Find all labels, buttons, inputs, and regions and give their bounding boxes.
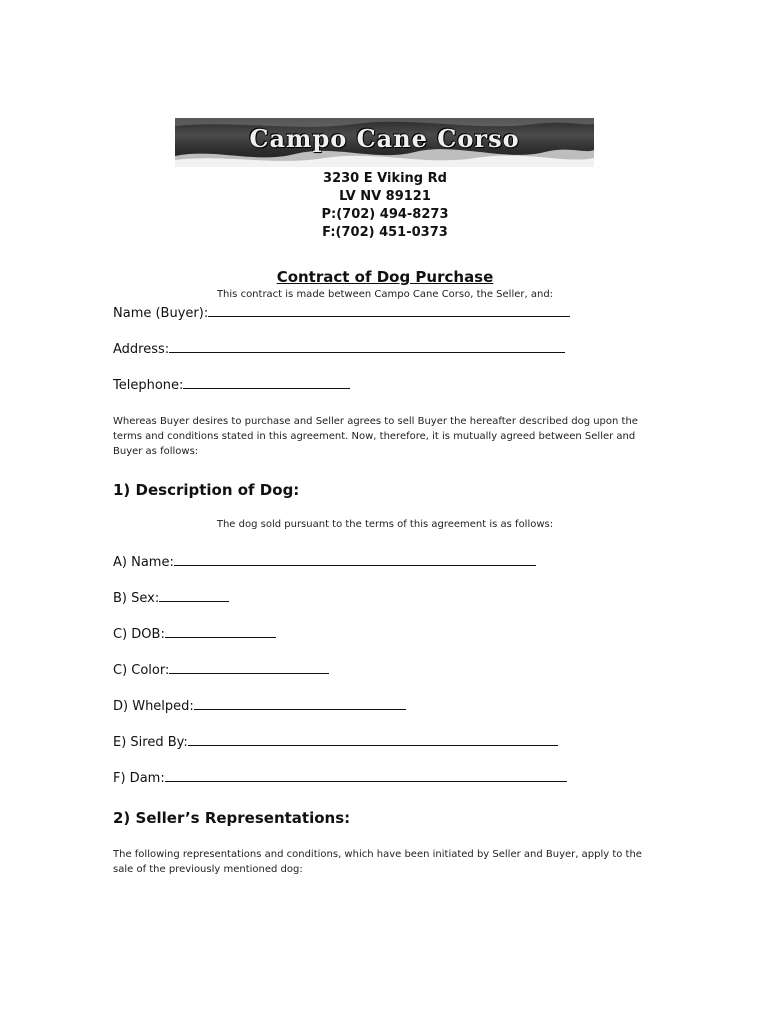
dog-sex-label: B) Sex: — [113, 591, 160, 606]
contract-title: Contract of Dog Purchase — [276, 268, 494, 286]
dog-sex-field[interactable] — [113, 589, 229, 606]
phone-number: P:(702) 494-8273 — [321, 207, 449, 222]
dog-name-label: A) Name: — [113, 555, 174, 570]
whereas-paragraph: Whereas Buyer desires to purchase and Seller agrees to sell Buyer the hereafter described dog upon the terms and conditions stated in this agreement. Now, therefore, it is mutually agreed between Seller and Buyer as follows: — [113, 416, 638, 457]
buyer-name-label: Name (Buyer): — [113, 306, 209, 321]
street-address: 3230 E Viking Rd — [323, 171, 447, 186]
buyer-address-label: Address: — [113, 342, 170, 357]
dog-dob-label: C) DOB: — [113, 627, 165, 642]
dog-whelped-field[interactable] — [113, 697, 406, 714]
dog-color-label: C) Color: — [113, 663, 170, 678]
buyer-address-field[interactable] — [113, 340, 565, 357]
section-1-note: The dog sold pursuant to the terms of this agreement is as follows: — [216, 519, 554, 530]
dog-color-blank[interactable] — [169, 661, 329, 674]
dog-whelped-label: D) Whelped: — [113, 699, 194, 714]
dog-dam-blank[interactable] — [165, 769, 567, 782]
dog-sired-by-label: E) Sired By: — [113, 735, 188, 750]
dog-sired-by-field[interactable] — [113, 733, 558, 750]
buyer-telephone-blank[interactable] — [183, 376, 350, 389]
buyer-address-blank[interactable] — [169, 340, 565, 353]
buyer-name-blank[interactable] — [208, 304, 570, 317]
dog-dob-blank[interactable] — [165, 625, 276, 638]
logo-text: Campo Cane Corso — [249, 124, 520, 153]
contract-intro: This contract is made between Campo Cane Corso, the Seller, and: — [216, 289, 554, 300]
city-state-zip: LV NV 89121 — [339, 189, 431, 204]
company-logo — [175, 118, 594, 167]
dog-color-field[interactable] — [113, 661, 329, 678]
buyer-name-field[interactable] — [113, 304, 570, 321]
dog-dob-field[interactable] — [113, 625, 276, 642]
buyer-telephone-label: Telephone: — [113, 378, 184, 393]
dog-whelped-blank[interactable] — [194, 697, 406, 710]
section-2-heading: 2) Seller’s Representations: — [113, 809, 351, 827]
section-1-heading: 1) Description of Dog: — [113, 481, 300, 499]
dog-dam-field[interactable] — [113, 769, 567, 786]
section-2-paragraph: The following representations and conditions, which have been initiated by Seller and Buyer, apply to the sale of the previously mentioned dog: — [113, 849, 642, 875]
dog-sired-by-blank[interactable] — [188, 733, 558, 746]
dog-name-field[interactable] — [113, 553, 536, 570]
dog-dam-label: F) Dam: — [113, 771, 165, 786]
buyer-telephone-field[interactable] — [113, 376, 350, 393]
dog-name-blank[interactable] — [174, 553, 536, 566]
dog-sex-blank[interactable] — [159, 589, 229, 602]
fax-number: F:(702) 451-0373 — [322, 225, 448, 240]
